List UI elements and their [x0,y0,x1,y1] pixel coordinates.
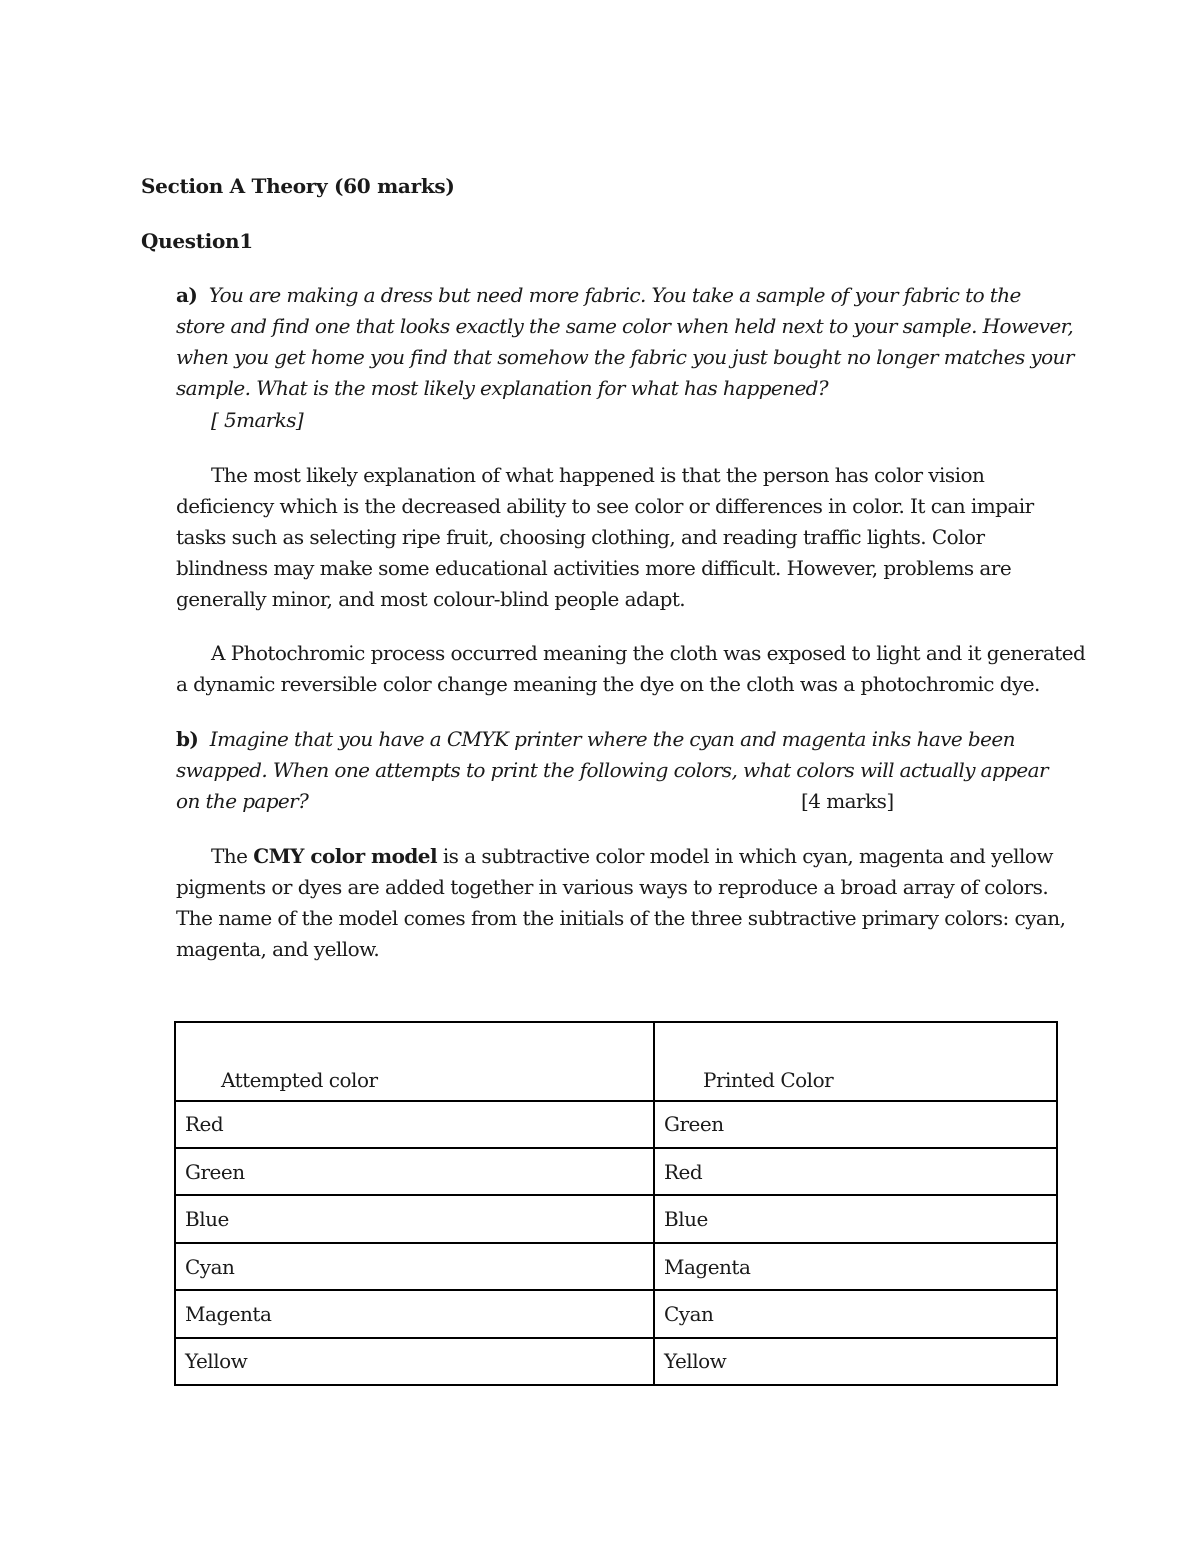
printed-cell: Red [654,1148,1057,1195]
table-header-row [175,1022,1057,1101]
answer-a2-line: a dynamic reversible color change meaning the dye on the cloth was a photochromic dye. [176,672,1040,696]
table-row [175,1290,1057,1337]
answer-a1-line: blindness may make some educational activities more difficult. However, problems are [176,556,1012,580]
attempted-cell: Red [175,1101,654,1148]
attempted-cell: Cyan [175,1243,654,1290]
answer-a2-line: A Photochromic process occurred meaning the cloth was exposed to light and it generated [211,641,1086,665]
table-row [175,1195,1057,1242]
part-b-question-line: on the paper? [176,789,309,813]
printed-cell: Green [654,1101,1057,1148]
part-a-question-line: store and find one that looks exactly the same color when held next to your sample. However, [176,314,1074,338]
table-row [175,1243,1057,1290]
answer-b-line: pigments or dyes are added together in various ways to reproduce a broad array of colors. [176,875,1049,899]
header-printed-color: Printed Color [654,1022,1057,1101]
question-heading: Question1 [141,229,253,253]
answer-b-line: magenta, and yellow. [176,937,380,961]
color-mapping-table [174,1021,1058,1386]
printed-cell: Yellow [654,1338,1057,1385]
attempted-cell: Magenta [175,1290,654,1337]
part-b-question-line: swapped. When one attempts to print the following colors, what colors will actually appear [176,758,1048,782]
part-a-question-line: when you get home you find that somehow the fabric you just bought no longer matches your [176,345,1074,369]
table-row [175,1101,1057,1148]
attempted-cell: Green [175,1148,654,1195]
part-b-label: b) [176,727,199,751]
cmy-term: CMY color model [253,844,438,868]
part-a-label: a) [176,283,198,307]
answer-a1-line: deficiency which is the decreased ability to see color or differences in color. It can impair [176,494,1034,518]
part-a-question-line: a) You are making a dress but need more fabric. You take a sample of your fabric to the [176,283,1021,307]
answer-a1-line: tasks such as selecting ripe fruit, choosing clothing, and reading traffic lights. Color [176,525,985,549]
part-b-marks: [4 marks] [801,789,894,813]
printed-cell: Blue [654,1195,1057,1242]
answer-b-line: The name of the model comes from the initials of the three subtractive primary colors: cyan, [176,906,1066,930]
answer-a1-line: generally minor, and most colour-blind people adapt. [176,587,686,611]
section-heading: Section A Theory (60 marks) [141,174,455,198]
table-row [175,1338,1057,1385]
answer-a1-line: The most likely explanation of what happened is that the person has color vision [211,463,985,487]
header-attempted-color: Attempted color [175,1022,654,1101]
attempted-cell: Blue [175,1195,654,1242]
attempted-cell: Yellow [175,1338,654,1385]
answer-b-line: The CMY color model is a subtractive color model in which cyan, magenta and yellow [211,844,1053,868]
table-row [175,1148,1057,1195]
printed-cell: Cyan [654,1290,1057,1337]
part-a-marks: [ 5marks] [211,408,304,432]
part-a-question-line: sample. What is the most likely explanation for what has happened? [176,376,829,400]
printed-cell: Magenta [654,1243,1057,1290]
part-b-question-line: b) Imagine that you have a CMYK printer where the cyan and magenta inks have been [176,727,1015,751]
